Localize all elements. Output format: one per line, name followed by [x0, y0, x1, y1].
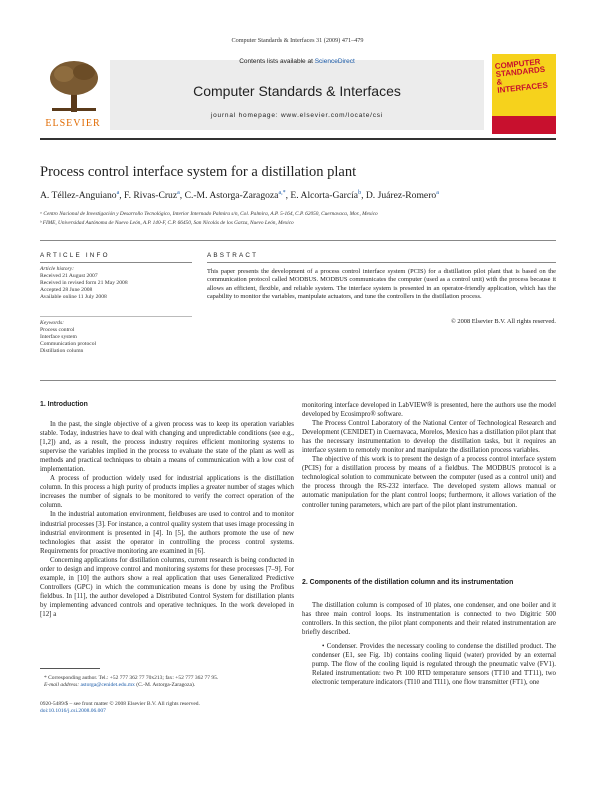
running-head: Computer Standards & Interfaces 31 (2009) 471–479	[231, 37, 364, 44]
history-item: Available online 11 July 2008	[40, 294, 107, 301]
right-column-text	[302, 401, 556, 510]
paragraph: In the industrial automation environment, fieldbuses are used to control and to monitor industrial processes [3]. For instance, a control quality system that uses image processing in industrial environment is presented in [4]. In [5], the authors promote the use of new technologies that assist the operator in controlling the process control systems. Requirements for proactive monitoring are examined in [6].	[40, 511, 294, 555]
section-heading-components: 2. Components of the distillation column and its instrumentation	[302, 579, 514, 586]
keyword: Communication protocol	[40, 341, 97, 348]
author-name: D. Juárez-Romero	[365, 190, 437, 202]
journal-cover-image	[492, 54, 556, 134]
journal-homepage[interactable]: journal homepage: www.elsevier.com/locate/csi	[210, 112, 384, 119]
article-info-rule	[40, 262, 192, 263]
history-item: Accepted 28 June 2008	[40, 287, 93, 294]
author-name: C.-M. Astorga-Zaragoza	[184, 190, 279, 202]
footnote-email-line	[44, 682, 294, 689]
journal-masthead	[40, 54, 556, 134]
contents-line	[110, 58, 484, 65]
author-list: A. Téllez-Anguiano$^a$, F. Rivas-Cruz$^a$, C.-M. Astorga-Zaragoza$^{a,*}$, E. Alcorta-García$^b$, D. Juárez-Romero$^a$	[40, 190, 439, 202]
history-item: Received in revised form 21 May 2008	[40, 280, 128, 287]
paragraph: monitoring interface developed in LabVIEW® is presented, here the authors use the model developed by Ecosimpro® software.	[302, 402, 556, 419]
contents-prefix: Contents lists available at	[239, 58, 315, 65]
elsevier-tree-icon	[48, 58, 100, 114]
abstract-divider	[40, 380, 556, 381]
abstract-rule	[207, 262, 556, 263]
article-title: Process control interface system for a distillation plant	[40, 164, 357, 180]
email-link[interactable]: astorga@cenidet.edu.mx	[80, 682, 135, 688]
abstract-text: This paper presents the development of a process control interface system (PCIS) for a distillation pilot plant that is based on the communication protocol called MODBUS. MODBUS communicates the computer (used as a control unit) with the process because it allows an efficient, flexible, and reliable system. The interface system is presented in an operator-friendly application, which has the capability to monitor the variables, manipulate actuators, and tune the controllers in the distillation process.	[207, 268, 556, 300]
author-affiliation-mark: a	[116, 190, 120, 196]
abstract-label: ABSTRACT	[207, 252, 259, 259]
masthead-divider	[40, 138, 556, 140]
copyright-notice: © 2008 Elsevier B.V. All rights reserved.	[450, 318, 556, 325]
cover-strip	[492, 116, 556, 134]
paragraph: Concerning applications for distillation columns, current research is being conducted in order to design and improve control and monitoring systems for these processes [7–9]. For example, in [10] the authors show a real application that uses Generalized Predictive Controllers (GPC) in which the communication means is done by using the Profibus fieldbus. In [11], the author developed a Distributed Control System for distillation plants by implementing advanced controls and operative techniques. In the work developed in [12] a	[40, 556, 294, 618]
issn-line: 0920-5489/$ – see front matter © 2008 Elsevier B.V. All rights reserved.	[40, 701, 200, 707]
author-name: A. Téllez-Anguiano	[40, 190, 117, 202]
affiliation-b: ᵇ FIME, Universidad Autónoma de Nuevo León, A.P. 140-F, C.P. 66450, San Nicolás de los Garza, Nuevo León, Mexico	[40, 220, 294, 226]
keyword: Process control	[40, 327, 75, 334]
keywords-label: Keywords:	[40, 320, 65, 326]
affiliation-divider	[40, 240, 556, 241]
paragraph: The objective of this work is to present the design of a process control interface system (PCIS) for a distillation process by means of a fieldbus. The MODBUS protocol is a technological solution to communicate between the computer (used as a control unit) and the process through the RS-232 interface. The developed system allows manual or automatic manipulation for the plant control loops; furthermore, it allows variation of the controller tuning parameters, which are part of the pilot plant instrumentation.	[302, 456, 556, 509]
footnote-contact: * Corresponding author. Tel.: +52 777 362 77 70x213; fax: +52 777 362 77 95.	[44, 675, 219, 681]
bullet-condenser: • Condenser. Provides the necessary cooling to condense the distilled product. The condenser (E1, see Fig. 1b) contains cooling liquid (water) provided by an external pump. The flow of the cooling liquid is regulated through the pneumatic valve (FV1). Related instrumentation: two Pt 100 RTD temperature sensors (TT10 and TT11), two electronic temperature indicators (TI10 and TI11), one flow transmitter (FT1), one	[312, 643, 556, 687]
paragraph: A process of production widely used for industrial applications is the distillation column. In this process a high purity of products implies a greater number of stages which increases the number of signals to be monitored to verify the correct operation of the column.	[40, 475, 294, 510]
sciencedirect-link[interactable]: ScienceDirect	[314, 58, 355, 65]
right-column-text-2	[302, 601, 556, 687]
author-affiliation-mark: a	[436, 190, 439, 196]
keywords-rule	[40, 316, 192, 317]
keyword: Distillation column	[40, 348, 84, 355]
history-label: Article history:	[40, 266, 75, 272]
paragraph: The distillation column is composed of 10 plates, one condenser, and one boiler and it has three main control loops. Its instrumentation is connected to two Digitric 500 controllers. In this section, the pilot plant components and their related instrumentation are briefly described.	[302, 602, 556, 637]
article-history	[40, 266, 192, 301]
history-item: Received 21 August 2007	[40, 273, 98, 280]
left-column-text	[40, 420, 294, 619]
elsevier-logo	[40, 54, 106, 134]
journal-band	[110, 60, 484, 130]
email-owner: (C.-M. Astorga-Zaragoza).	[134, 682, 196, 688]
author-affiliation-mark: a	[177, 190, 180, 196]
front-matter-info	[40, 701, 300, 715]
affiliation-a: ᵃ Centro Nacional de Investigación y Desarrollo Tecnológico, Interior Internado Palmira s/n, Col. Palmira, A.P. 5-164, C.P. 62050, Cuernavaca, Mor., Mexico	[40, 211, 378, 217]
email-label: E-mail address:	[44, 682, 81, 688]
cover-title: COMPUTER STANDARDS & INTERFACES	[494, 57, 549, 95]
keyword: Interface system	[40, 334, 77, 341]
article-info-label: ARTICLE INFO	[40, 252, 110, 259]
publisher-name: ELSEVIER	[45, 118, 101, 129]
author-affiliation-mark: a,*	[278, 190, 286, 196]
journal-title: Computer Standards & Interfaces	[193, 83, 401, 99]
author-name: F. Rivas-Cruz	[124, 190, 178, 202]
author-name: E. Alcorta-García	[290, 190, 359, 202]
keywords-block	[40, 320, 192, 355]
paragraph: The Process Control Laboratory of the National Center of Technological Research and Development (CENIDET) in Cuernavaca, Morelos, Mexico has a distillation pilot plant that has the necessary instrumentation to develop the distillation tasks, but it requires an interface system to remotely monitor and manipulate the distillation process variables.	[302, 420, 556, 455]
footnote-corresponding-author	[44, 675, 294, 689]
author-affiliation-mark: b	[358, 190, 362, 196]
section-heading-introduction: 1. Introduction	[40, 401, 88, 408]
footnote-rule	[40, 668, 100, 669]
paragraph: In the past, the single objective of a given process was to keep its operation variables stable. Today, industries have to deal with changing and unpredictable conditions (see e.g., [1,2]) and, as a result, the process industry requires efficient monitoring systems to supervise the variables implied in the process to evaluate the state of the plant as well as methods and practical techniques to obtain a means of communication with a low cost of implementation.	[40, 421, 294, 474]
doi-link[interactable]: doi:10.1016/j.csi.2008.06.007	[40, 708, 106, 714]
